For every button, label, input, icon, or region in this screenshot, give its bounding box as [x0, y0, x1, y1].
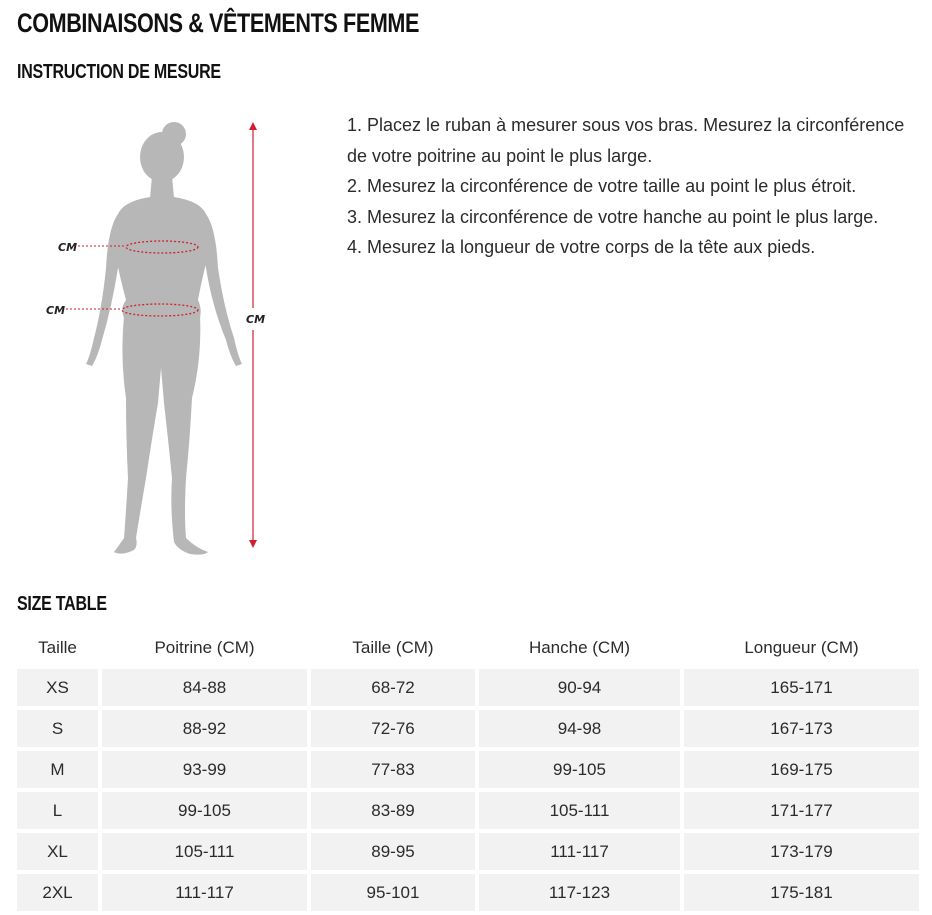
table-cell: 111-117: [479, 833, 680, 870]
table-row: [17, 669, 919, 706]
table-cell: 88-92: [102, 710, 307, 747]
table-cell: 169-175: [684, 751, 919, 788]
table-cell: 99-105: [479, 751, 680, 788]
table-row: [17, 874, 919, 911]
table-cell: M: [17, 751, 98, 788]
measure-instructions-heading: INSTRUCTION DE MESURE: [17, 61, 221, 83]
instruction-step-2: 2. Mesurez la circonférence de votre taille au point le plus étroit.: [347, 176, 857, 196]
table-cell: 111-117: [102, 874, 307, 911]
header-length: Longueur (CM): [684, 631, 919, 665]
table-cell: 2XL: [17, 874, 98, 911]
body-measurement-figure: [40, 118, 280, 563]
header-waist: Taille (CM): [311, 631, 475, 665]
height-cm-label: CM: [246, 313, 266, 326]
table-cell: 77-83: [311, 751, 475, 788]
measure-instructions: [347, 110, 917, 263]
table-cell: 171-177: [684, 792, 919, 829]
table-cell: 167-173: [684, 710, 919, 747]
table-cell: 68-72: [311, 669, 475, 706]
table-cell: L: [17, 792, 98, 829]
header-size: Taille: [17, 631, 98, 665]
table-row: [17, 833, 919, 870]
table-cell: 94-98: [479, 710, 680, 747]
table-cell: 173-179: [684, 833, 919, 870]
size-table-heading: SIZE TABLE: [17, 593, 107, 615]
chest-cm-label: CM: [58, 241, 78, 254]
size-table-header-row: [17, 631, 919, 665]
size-table: [13, 627, 923, 915]
table-cell: 165-171: [684, 669, 919, 706]
table-cell: XS: [17, 669, 98, 706]
instruction-step-1: 1. Placez le ruban à mesurer sous vos bras. Mesurez la circonférence de votre poitrine au point le plus large.: [347, 115, 905, 166]
header-hip: Hanche (CM): [479, 631, 680, 665]
table-cell: 117-123: [479, 874, 680, 911]
table-cell: S: [17, 710, 98, 747]
table-row: [17, 792, 919, 829]
table-cell: 89-95: [311, 833, 475, 870]
page-title: COMBINAISONS & VÊTEMENTS FEMME: [17, 8, 420, 38]
header-chest: Poitrine (CM): [102, 631, 307, 665]
table-cell: 90-94: [479, 669, 680, 706]
table-row: [17, 710, 919, 747]
table-cell: 95-101: [311, 874, 475, 911]
hip-cm-label: CM: [46, 304, 66, 317]
height-measure-marker: [246, 122, 265, 548]
instruction-step-3: 3. Mesurez la circonférence de votre hanche au point le plus large.: [347, 206, 879, 227]
table-cell: 83-89: [311, 792, 475, 829]
table-cell: 99-105: [102, 792, 307, 829]
table-cell: 105-111: [102, 833, 307, 870]
table-cell: 105-111: [479, 792, 680, 829]
female-silhouette: [86, 122, 242, 555]
table-cell: 175-181: [684, 874, 919, 911]
table-row: [17, 751, 919, 788]
table-cell: 72-76: [311, 710, 475, 747]
table-cell: XL: [17, 833, 98, 870]
table-cell: 93-99: [102, 751, 307, 788]
table-cell: 84-88: [102, 669, 307, 706]
instruction-step-4: 4. Mesurez la longueur de votre corps de la tête aux pieds.: [347, 237, 816, 257]
